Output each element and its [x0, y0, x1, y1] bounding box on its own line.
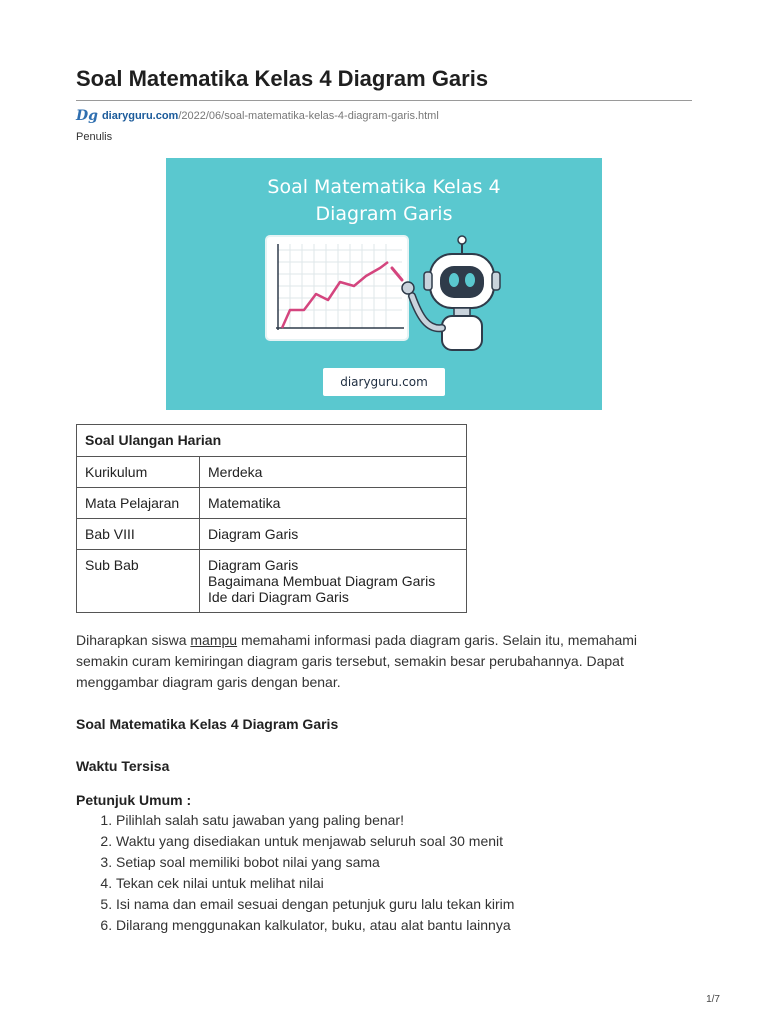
subbab-item: Bagaimana Membuat Diagram Garis [208, 573, 436, 589]
banner-title-line-1: Soal Matematika Kelas 4 [267, 176, 501, 198]
table-label-cell: Sub Bab [77, 550, 200, 613]
intro-text-start: Diharapkan siswa [76, 632, 191, 648]
section-heading: Soal Matematika Kelas 4 Diagram Garis [76, 716, 339, 732]
banner-site-label: diaryguru.com [323, 368, 445, 396]
table-row [77, 519, 467, 550]
list-item: 1. Pilihlah salah satu jawaban yang paling benar! [116, 810, 514, 831]
subbab-item: Ide dari Diagram Garis [208, 589, 349, 605]
site-favicon-icon: Dg [76, 108, 98, 124]
banner-title-line-2: Diagram Garis [315, 203, 453, 225]
page-title: Soal Matematika Kelas 4 Diagram Garis [76, 66, 489, 91]
source-domain[interactable]: diaryguru.com [101, 110, 179, 122]
table-value-cell: Diagram Garis [200, 519, 467, 550]
table-row [77, 425, 467, 457]
title-divider [76, 100, 692, 101]
list-item: 6. Dilarang menggunakan kalkulator, buku, atau alat bantu lainnya [116, 915, 514, 936]
table-row [77, 488, 467, 519]
table-row [77, 550, 467, 613]
source-path[interactable]: /2022/06/soal-matematika-kelas-4-diagram-garis.html [178, 110, 439, 122]
table-row [77, 457, 467, 488]
table-label-cell: Kurikulum [77, 457, 200, 488]
intro-paragraph [76, 630, 686, 693]
source-url[interactable] [76, 108, 439, 124]
table-label-cell: Mata Pelajaran [77, 488, 200, 519]
article-banner-image [166, 158, 602, 410]
lesson-info-table [76, 424, 467, 613]
table-header-cell: Soal Ulangan Harian [77, 425, 467, 457]
page-number: 1/7 [706, 994, 720, 1005]
list-item: 2. Waktu yang disediakan untuk menjawab seluruh soal 30 menit [116, 831, 514, 852]
list-item: 3. Setiap soal memiliki bobot nilai yang sama [116, 852, 514, 873]
banner-title [166, 174, 602, 228]
list-item: 4. Tekan cek nilai untuk melihat nilai [116, 873, 514, 894]
table-value-cell [200, 550, 467, 613]
table-value-cell: Matematika [200, 488, 467, 519]
instructions-list [76, 810, 514, 936]
instructions-heading: Petunjuk Umum : [76, 792, 192, 808]
intro-link[interactable]: mampu [190, 632, 238, 648]
table-label-cell: Bab VIII [77, 519, 200, 550]
table-value-cell: Merdeka [200, 457, 467, 488]
list-item: 5. Isi nama dan email sesuai dengan petunjuk guru lalu tekan kirim [116, 894, 514, 915]
intro-text-end: memahami informasi pada diagram garis. Selain itu, memahami semakin curam kemiringan diagram garis tersebut, semakin besar perubahannya. Dapat menggambar diagram garis dengan benar. [76, 632, 638, 690]
timer-label: Waktu Tersisa [76, 758, 170, 774]
subbab-item: Diagram Garis [208, 557, 299, 573]
author-label: Penulis [76, 131, 113, 143]
